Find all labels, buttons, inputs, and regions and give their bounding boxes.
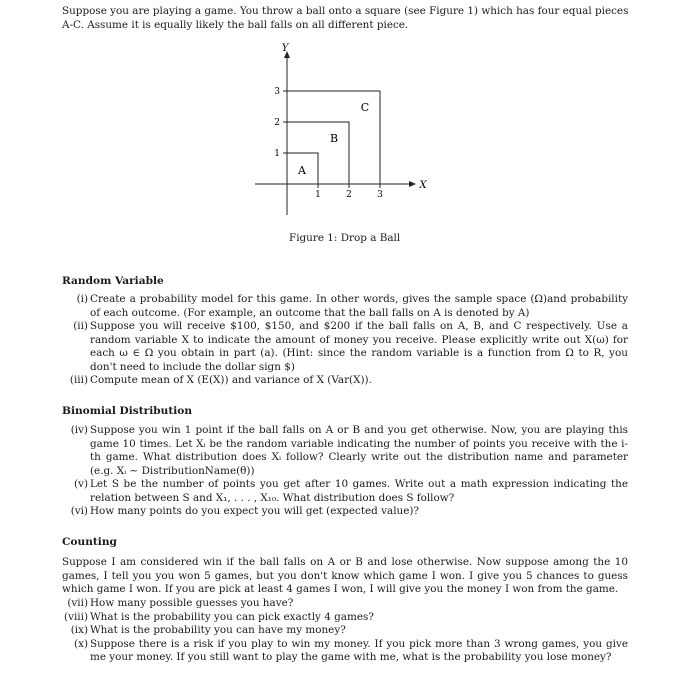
question-text: Suppose there is a risk if you play to win my money. If you pick more than 3 wrong games, you give me your money. If you still want to play the game with me, what is the probability you lose money? [90,637,628,663]
binomial-questions [62,424,628,519]
question-text: Create a probability model for this game. In other words, gives the sample space (Ω)and probability of each outcome. (For example, an outcome that the ball falls on A is denoted by A) [90,293,628,319]
question-text: What is the probability you can pick exactly 4 games? [90,610,374,623]
question-number: (x) [74,637,88,650]
x-axis-label: X [419,180,427,191]
question-number: (v) [74,478,88,490]
region-label-a: A [298,164,306,177]
section-title-random-variable: Random Variable [62,275,164,287]
question-number: (iv) [70,424,88,436]
question-number: (ii) [73,320,88,332]
question-item [62,505,628,519]
random-variable-questions [62,293,628,388]
section-title-binomial: Binomial Distribution [62,405,193,417]
intro-paragraph: Suppose you are playing a game. You throw a ball onto a square (see Figure 1) which has four equal pieces A-C. Assume it is equally likely the ball falls on all different piece. [62,5,629,31]
y-tick-label-2: 2 [274,118,280,128]
question-text: Suppose you win 1 point if the ball falls on A or B and you get otherwise. Now, you are playing this game 10 times. Let Xᵢ be the random variable indicating the number of points you receive with the i-th game. What distribution does Xᵢ follow? Clearly write out the distribution name and parameter (e.g. Xᵢ ∼ DistributionName(θ)) [90,424,628,477]
question-item [62,424,628,478]
counting-intro: Suppose I am considered win if the ball falls on A or B and lose otherwise. Now suppose among the 10 games, I tell you you won 5 games, but you don't know which game I won. I give you 5 chances to guess which game I won. If you are pick at least 4 games I won, I will give you the money I won from the game. [62,556,628,595]
question-number: (ix) [70,624,88,636]
figure-caption: Figure 1: Drop a Ball [289,232,401,244]
section-title-counting: Counting [62,536,117,548]
question-item [62,597,628,611]
x-axis-arrow [409,181,416,187]
y-tick-label-1: 1 [274,149,280,159]
question-item [62,638,628,665]
region-label-c: C [360,101,370,114]
figure-drop-ball [250,40,440,215]
question-number: (viii) [64,610,88,623]
x-tick-label-3: 3 [377,190,383,200]
question-item [62,478,628,505]
question-item [62,293,628,320]
question-item [62,320,628,374]
question-text: Let S be the number of points you get after 10 games. Write out a math expression indicating the relation between S and X₁, . . . , X₁₀. What distribution does S follow? [90,478,628,504]
question-text: How many possible guesses you have? [90,597,294,609]
question-number: (iii) [69,374,88,386]
region-label-b: B [329,132,339,145]
y-axis-label: Y [281,43,289,54]
question-number: (vii) [67,597,88,609]
question-text: Suppose you will receive $100, $150, and $200 if the ball falls on A, B, and C respectively. Use a random variable X to indicate the amount of money you receive. Please explicitly write out X(ω) for each ω ∈ Ω you obtain in part (a). (Hint: since the random variable is a function from Ω to R, you don't need to include the dollar sign $) [90,320,628,373]
question-number: (i) [76,293,88,305]
figure-svg [250,40,440,215]
question-text: How many points do you expect you will get (expected value)? [90,505,419,517]
question-number: (vi) [70,505,88,517]
x-tick-label-1: 1 [315,190,321,200]
question-text: Compute mean of X (E(X)) and variance of X (Var(X)). [90,374,372,386]
question-text: What is the probability you can have my money? [90,624,346,636]
question-item [62,374,628,388]
question-item [62,611,628,625]
y-tick-label-3: 3 [274,87,280,97]
question-item [62,624,628,638]
counting-questions [62,597,628,665]
x-tick-label-2: 2 [346,190,352,200]
